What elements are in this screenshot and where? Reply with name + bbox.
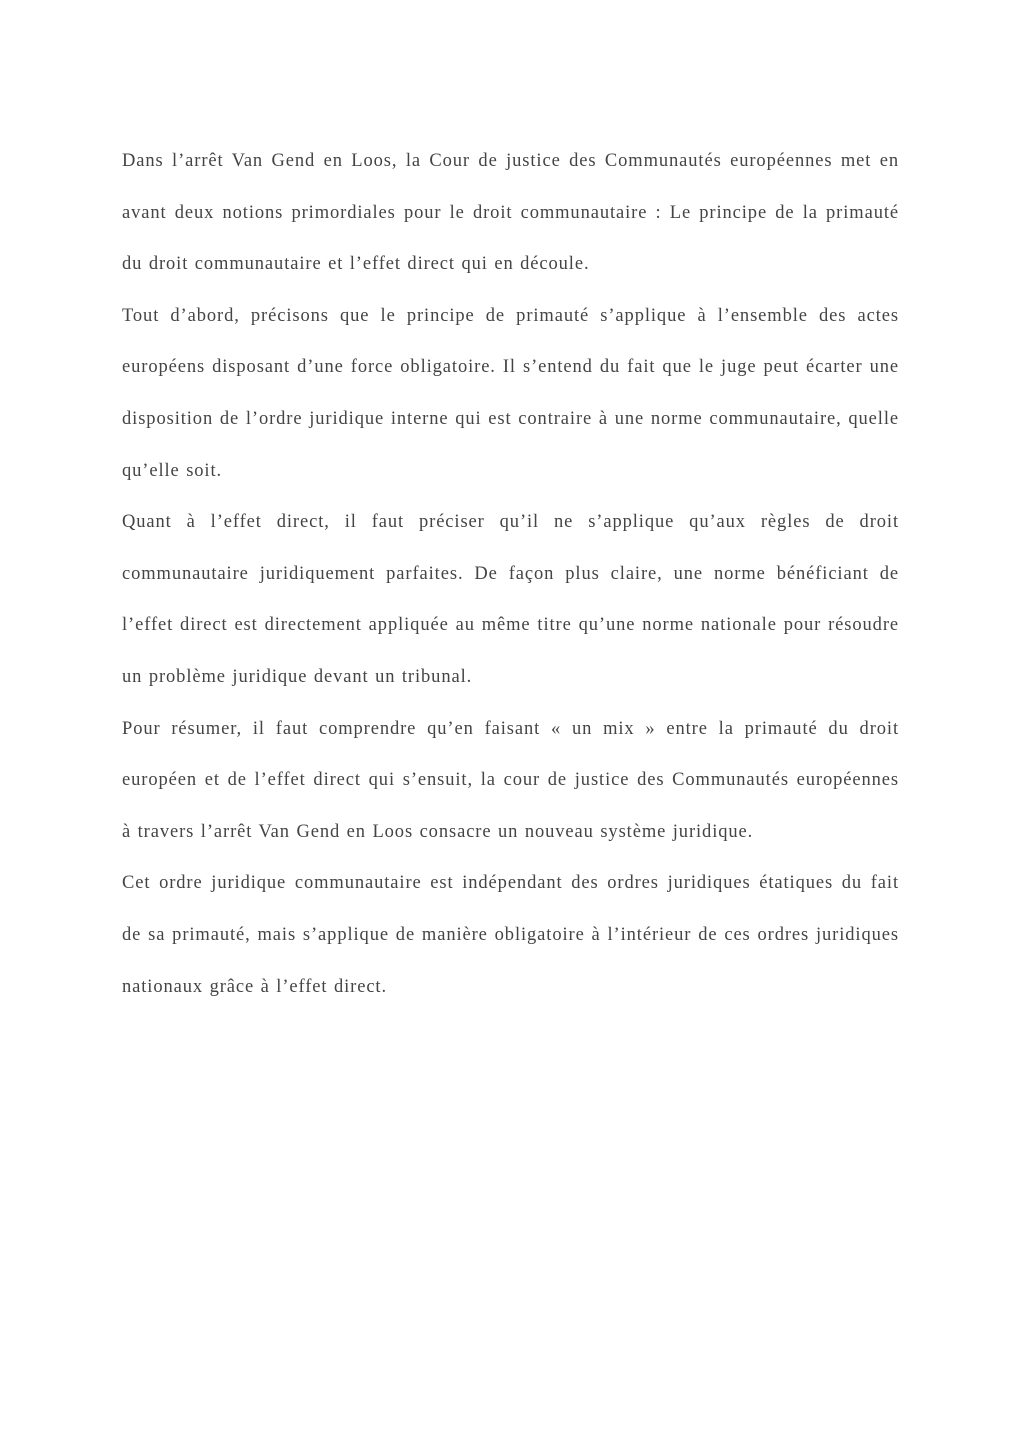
paragraph-primacy-principle: Tout d’abord, précisons que le principe de primauté s’applique à l’ensemble des actes européens disposant d’une force obligatoire. Il s’entend du fait que le juge peut écarter une disposition de l’ordre juridique interne qui est contraire à une norme communautaire, quelle qu’elle soit.: [122, 305, 899, 481]
document-body: [122, 136, 899, 1013]
paragraph-direct-effect: Quant à l’effet direct, il faut préciser qu’il ne s’applique qu’aux règles de droit communautaire juridiquement parfaites. De façon plus claire, une norme bénéficiant de l’effet direct est directement appliquée au même titre qu’une norme nationale pour résoudre un problème juridique devant un tribunal.: [122, 512, 899, 687]
paragraph-summary: Pour résumer, il faut comprendre qu’en faisant « un mix » entre la primauté du droit européen et de l’effet direct qui s’ensuit, la cour de justice des Communautés européennes à travers l’arrêt Van Gend en Loos consacre un nouveau système juridique.: [122, 718, 899, 842]
paragraph-community-legal-order: Cet ordre juridique communautaire est indépendant des ordres juridiques étatiques du fait de sa primauté, mais s’applique de manière obligatoire à l’intérieur de ces ordres juridiques nationaux grâce à l’effet direct.: [122, 873, 899, 997]
paragraph-van-gend-en-loos-intro: Dans l’arrêt Van Gend en Loos, la Cour de justice des Communautés européennes met en avant deux notions primordiales pour le droit communautaire : Le principe de la primauté du droit communautaire et l’effet direct qui en découle.: [122, 151, 899, 275]
